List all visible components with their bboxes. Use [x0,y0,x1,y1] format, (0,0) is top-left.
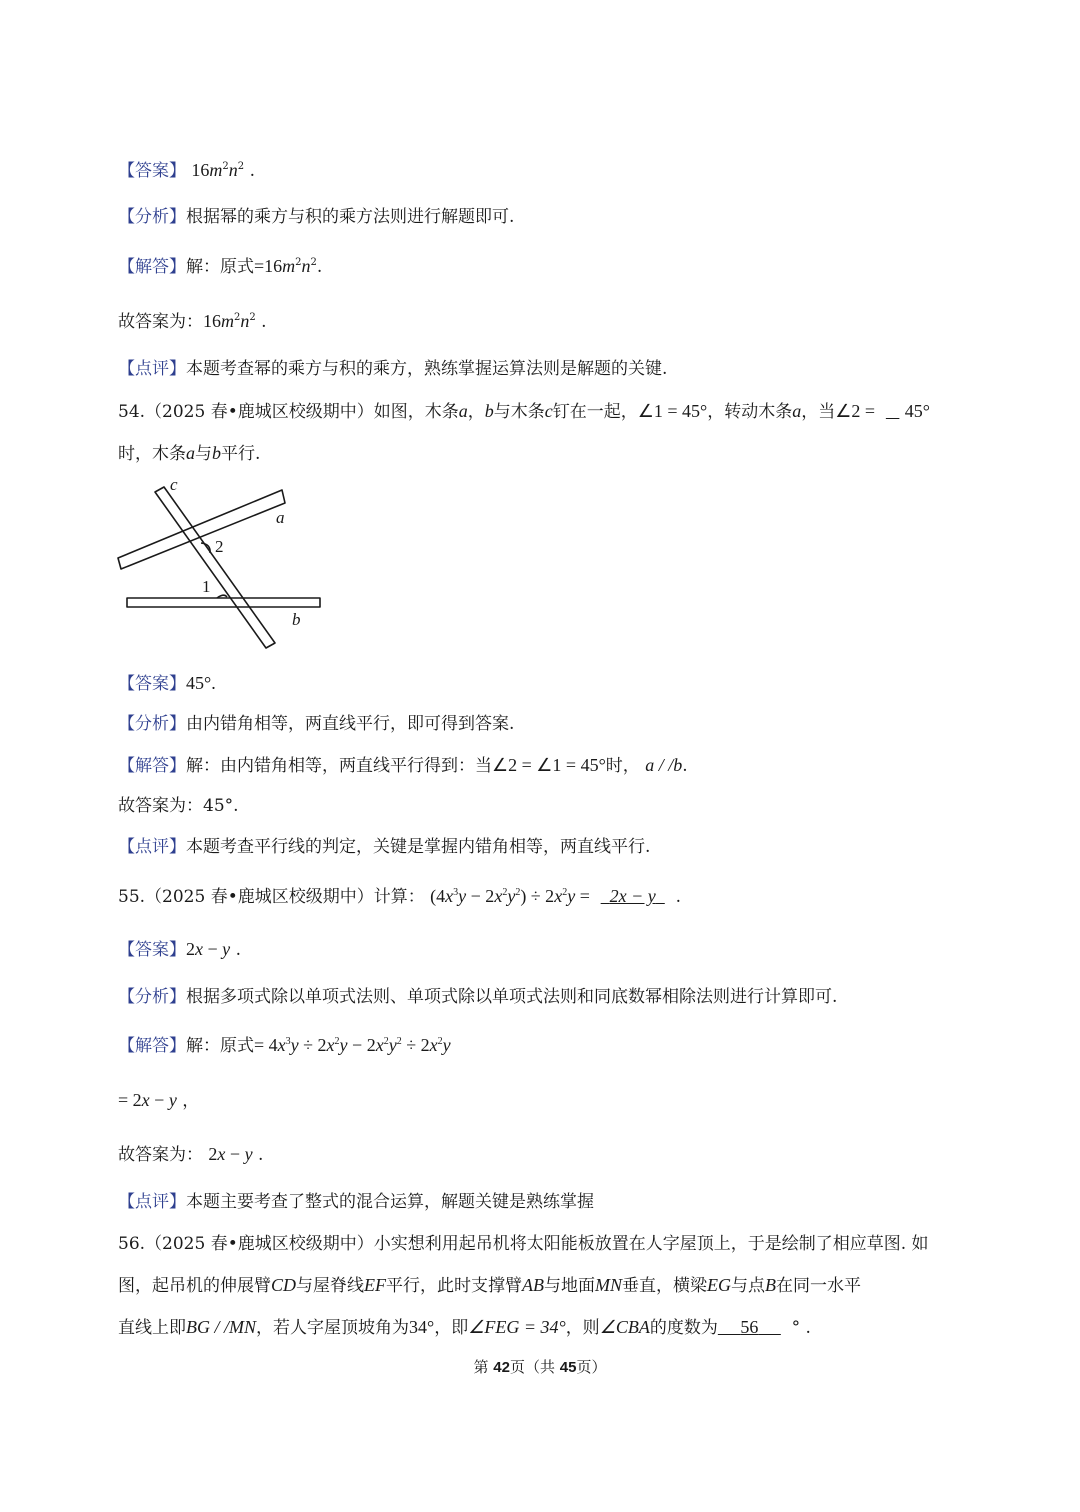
q54-stem-line2: 时，木条a与b平行. [118,443,261,464]
solution-tag: 【解答】 [118,257,186,277]
q53-answer-line: 【答案】 $16m^2n^2$ . [118,160,255,181]
q54-answer-line: 【答案】45°. [118,673,216,694]
answer-tag: 【答案】 [118,161,186,181]
page-number: 42 [493,1359,510,1376]
label-2: 2 [215,537,224,556]
q53-solution-line: 【解答】解：原式$=16m^2n^2$. [118,256,323,277]
q56-blank: 56 [740,1317,759,1337]
angle-2-arc [201,543,210,553]
q55-comment-line: 【点评】本题主要考查了整式的混合运算，解题关键是熟练掌握 [118,1192,594,1212]
q53-comment-line: 【点评】本题考查幂的乘方与积的乘方，熟练掌握运算法则是解题的关键. [118,359,668,379]
q54-solution-line: 【解答】解：由内错角相等，两直线平行得到：当∠2 = ∠1 = 45°时， a / /b. [118,755,688,776]
q56-stem-line3: 直线上即BG / /MN，若人字屋顶坡角为34°，即∠FEG = 34°，则∠CBA的度数为 56 ° . [118,1314,811,1341]
q54-therefore-line: 故答案为：45°. [118,796,239,816]
q54-comment-line: 【点评】本题考查平行线的判定，关键是掌握内错角相等，两直线平行. [118,837,651,857]
q54-stem-line1: 54.（2025 春•鹿城区校级期中）如图，木条a，b与木条c钉在一起，∠1 = 45°，转动木条a，当∠2 = 45° [118,398,930,425]
q55-analysis-line: 【分析】根据多项式除以单项式法则、单项式除以单项式法则和同底数幂相除法则进行计算即可. [118,987,838,1007]
comment-tag: 【点评】 [118,359,186,379]
label-b: b [292,610,301,629]
label-a: a [276,508,285,527]
analysis-tag: 【分析】 [118,207,186,227]
q55-blank: 2x − y [609,886,656,906]
strip-b [127,598,320,607]
q55-stem-line: 55.（2025 春•鹿城区校级期中）计算： $(4x^3y - 2x^2y^2) \div 2x^2y$ = 2x − y . [118,883,681,910]
q55-expression: $(4x^3y - 2x^2y^2) \div 2x^2y$ = [430,886,590,906]
q54-blank [886,398,900,424]
q56-stem-line1: 56.（2025 春•鹿城区校级期中）小实想利用起吊机将太阳能板放置在人字屋顶上，于是绘制了相应草图. 如 [118,1234,929,1254]
parallel-strips-figure [110,475,340,660]
q56-stem-line2: 图，起吊机的伸展臂CD与屋脊线EF平行，此时支撑臂AB与地面MN垂直，横梁EG与点B在同一水平 [118,1275,862,1296]
label-c: c [170,475,178,494]
q53-therefore-line: 故答案为：$16m^2n^2$ . [118,311,267,332]
label-1: 1 [202,577,211,596]
q55-answer-line: 【答案】2x − y . [118,939,241,960]
q55-therefore-line: 故答案为： 2x − y . [118,1144,264,1165]
q54-analysis-line: 【分析】由内错角相等，两直线平行，即可得到答案. [118,714,515,734]
page-footer: 第 42页（共 45页） [473,1358,607,1376]
page-total: 45 [559,1359,577,1376]
q55-solution-line: 【解答】解：原式= $4x^3y \div 2x^2y - 2x^2y^2 \div 2x^2y$ [118,1035,451,1056]
strip-c [155,487,275,648]
q55-solution-step2: = 2x − y ， [118,1090,200,1111]
q53-analysis-line: 【分析】根据幂的乘方与积的乘方法则进行解题即可. [118,207,515,227]
